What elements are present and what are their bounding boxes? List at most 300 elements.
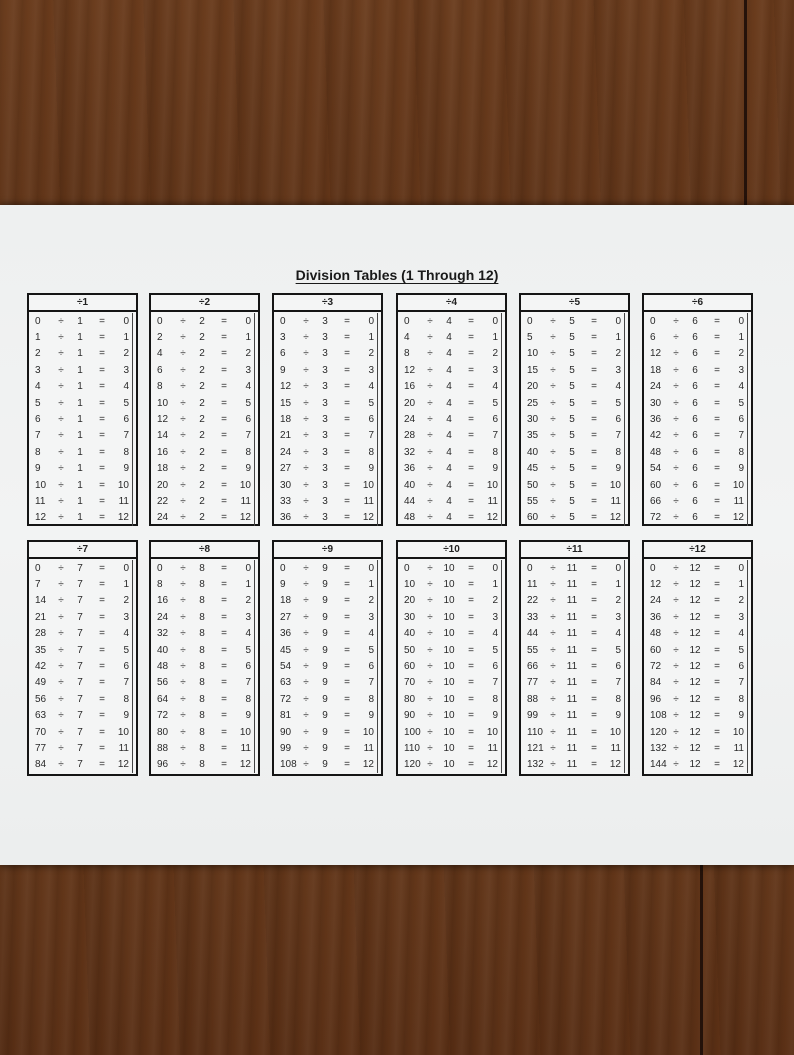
divisor-cell: 7	[77, 644, 83, 656]
table-row	[32, 428, 133, 444]
equals-sign: =	[99, 628, 105, 640]
divisor-cell: 4	[446, 446, 452, 458]
divisor-cell: 6	[692, 512, 698, 524]
quotient-cell: 1	[368, 579, 374, 591]
equals-sign: =	[591, 463, 597, 475]
quotient-cell: 9	[738, 710, 744, 722]
table-row	[401, 757, 502, 773]
divide-sign: ÷	[427, 430, 433, 442]
quotient-cell: 8	[615, 446, 621, 458]
divisor-cell: 2	[199, 463, 205, 475]
divide-sign: ÷	[303, 446, 309, 458]
divisor-cell: 3	[322, 315, 328, 327]
equals-sign: =	[221, 332, 227, 344]
equals-sign: =	[221, 495, 227, 507]
quotient-cell: 3	[123, 611, 129, 623]
table-row	[647, 411, 748, 427]
table-row	[32, 609, 133, 625]
divisor-cell: 4	[446, 430, 452, 442]
table-row	[154, 444, 255, 460]
dividend-cell: 6	[650, 332, 656, 344]
divide-sign: ÷	[180, 512, 186, 524]
dividend-cell: 144	[650, 759, 667, 771]
quotient-cell: 6	[245, 414, 251, 426]
equals-sign: =	[344, 710, 350, 722]
divide-sign: ÷	[673, 726, 679, 738]
divide-sign: ÷	[427, 463, 433, 475]
table-row	[524, 658, 625, 674]
equals-sign: =	[344, 332, 350, 344]
equals-sign: =	[99, 414, 105, 426]
divide-sign: ÷	[673, 414, 679, 426]
table-row	[401, 362, 502, 378]
divide-sign: ÷	[180, 579, 186, 591]
table-row	[524, 757, 625, 773]
quotient-cell: 5	[245, 644, 251, 656]
table-row	[401, 593, 502, 609]
dividend-cell: 16	[157, 446, 169, 458]
dividend-cell: 40	[404, 479, 416, 491]
dividend-cell: 0	[404, 315, 410, 327]
table-row	[647, 626, 748, 642]
quotient-cell: 12	[609, 759, 621, 771]
dividend-cell: 33	[527, 611, 539, 623]
table-row	[154, 477, 255, 493]
divide-sign: ÷	[673, 348, 679, 360]
divide-sign: ÷	[427, 479, 433, 491]
table-row	[524, 593, 625, 609]
table-row	[524, 642, 625, 658]
table-row	[154, 379, 255, 395]
equals-sign: =	[591, 742, 597, 754]
divide-sign: ÷	[673, 562, 679, 574]
dividend-cell: 7	[35, 579, 41, 591]
divisor-cell: 7	[77, 595, 83, 607]
divide-sign: ÷	[180, 726, 186, 738]
equals-sign: =	[714, 726, 720, 738]
equals-sign: =	[344, 677, 350, 689]
table-row	[647, 593, 748, 609]
equals-sign: =	[468, 742, 474, 754]
divisor-cell: 12	[689, 661, 701, 673]
equals-sign: =	[468, 332, 474, 344]
table-row	[32, 379, 133, 395]
dividend-cell: 54	[650, 463, 662, 475]
quotient-cell: 10	[732, 479, 744, 491]
divisor-cell: 1	[77, 364, 83, 376]
divide-sign: ÷	[180, 759, 186, 771]
dividend-cell: 55	[527, 644, 539, 656]
equals-sign: =	[221, 644, 227, 656]
divisor-cell: 4	[446, 381, 452, 393]
divide-sign: ÷	[673, 315, 679, 327]
table-row	[647, 609, 748, 625]
equals-sign: =	[344, 463, 350, 475]
divisor-cell: 2	[199, 315, 205, 327]
divisor-cell: 5	[569, 446, 575, 458]
divisor-cell: 7	[77, 677, 83, 689]
dividend-cell: 96	[157, 759, 169, 771]
table-row	[524, 379, 625, 395]
divisor-cell: 10	[443, 644, 455, 656]
equals-sign: =	[468, 595, 474, 607]
dividend-cell: 28	[35, 628, 47, 640]
divisor-cell: 9	[322, 661, 328, 673]
dividend-cell: 35	[527, 430, 539, 442]
equals-sign: =	[714, 677, 720, 689]
table-row	[32, 493, 133, 509]
table-header: ÷5	[521, 295, 628, 312]
divide-sign: ÷	[427, 348, 433, 360]
table-row	[647, 428, 748, 444]
quotient-cell: 8	[738, 446, 744, 458]
table-row	[647, 346, 748, 362]
quotient-cell: 3	[123, 364, 129, 376]
dividend-cell: 48	[650, 628, 662, 640]
quotient-cell: 12	[732, 512, 744, 524]
table-row	[277, 428, 378, 444]
equals-sign: =	[591, 397, 597, 409]
divide-sign: ÷	[550, 315, 556, 327]
dividend-cell: 120	[650, 726, 667, 738]
table-row	[277, 658, 378, 674]
divide-sign: ÷	[303, 364, 309, 376]
table-row	[524, 362, 625, 378]
equals-sign: =	[591, 677, 597, 689]
quotient-cell: 6	[368, 661, 374, 673]
dividend-cell: 99	[527, 710, 539, 722]
quotient-cell: 5	[738, 644, 744, 656]
equals-sign: =	[468, 693, 474, 705]
divide-sign: ÷	[550, 628, 556, 640]
divisor-cell: 8	[199, 726, 205, 738]
divide-sign: ÷	[303, 595, 309, 607]
divisor-cell: 6	[692, 315, 698, 327]
divisor-cell: 9	[322, 726, 328, 738]
quotient-cell: 9	[368, 710, 374, 722]
equals-sign: =	[221, 479, 227, 491]
divisor-cell: 12	[689, 677, 701, 689]
table-row	[524, 675, 625, 691]
dividend-cell: 15	[280, 397, 292, 409]
divisor-cell: 5	[569, 348, 575, 360]
table-row	[401, 560, 502, 576]
dividend-cell: 25	[527, 397, 539, 409]
quotient-cell: 8	[615, 693, 621, 705]
divide-sign: ÷	[673, 710, 679, 722]
table-row	[524, 313, 625, 329]
equals-sign: =	[221, 628, 227, 640]
division-table	[396, 540, 507, 776]
quotient-cell: 8	[368, 446, 374, 458]
divide-sign: ÷	[180, 381, 186, 393]
table-row	[32, 593, 133, 609]
table-body	[274, 312, 381, 526]
quotient-cell: 5	[615, 644, 621, 656]
quotient-cell: 8	[492, 446, 498, 458]
dividend-cell: 48	[650, 446, 662, 458]
equals-sign: =	[344, 579, 350, 591]
table-row	[277, 477, 378, 493]
table-row	[277, 493, 378, 509]
quotient-cell: 12	[239, 759, 251, 771]
table-row	[401, 576, 502, 592]
quotient-cell: 3	[615, 611, 621, 623]
dividend-cell: 120	[404, 759, 421, 771]
quotient-cell: 5	[738, 397, 744, 409]
table-row	[401, 329, 502, 345]
table-body	[644, 312, 751, 526]
table-row	[524, 576, 625, 592]
divide-sign: ÷	[550, 644, 556, 656]
floor-board-seam	[744, 0, 747, 205]
divisor-cell: 3	[322, 414, 328, 426]
equals-sign: =	[714, 315, 720, 327]
dividend-cell: 21	[280, 430, 292, 442]
dividend-cell: 54	[280, 661, 292, 673]
divisor-cell: 10	[443, 742, 455, 754]
divisor-cell: 8	[199, 710, 205, 722]
table-row	[277, 395, 378, 411]
dividend-cell: 7	[35, 430, 41, 442]
quotient-cell: 9	[245, 710, 251, 722]
dividend-cell: 81	[280, 710, 292, 722]
divisor-cell: 2	[199, 430, 205, 442]
table-row	[647, 658, 748, 674]
dividend-cell: 60	[404, 661, 416, 673]
equals-sign: =	[591, 579, 597, 591]
equals-sign: =	[714, 562, 720, 574]
equals-sign: =	[591, 611, 597, 623]
table-row	[647, 560, 748, 576]
divide-sign: ÷	[58, 710, 64, 722]
divide-sign: ÷	[550, 463, 556, 475]
divisor-cell: 7	[77, 562, 83, 574]
table-row	[524, 346, 625, 362]
dividend-cell: 14	[35, 595, 47, 607]
divide-sign: ÷	[550, 479, 556, 491]
equals-sign: =	[99, 381, 105, 393]
divide-sign: ÷	[180, 463, 186, 475]
divide-sign: ÷	[180, 661, 186, 673]
table-row	[154, 428, 255, 444]
divide-sign: ÷	[550, 348, 556, 360]
divide-sign: ÷	[427, 644, 433, 656]
table-row	[647, 510, 748, 526]
table-header: ÷9	[274, 542, 381, 559]
divisor-cell: 4	[446, 479, 452, 491]
table-row	[32, 411, 133, 427]
divide-sign: ÷	[427, 495, 433, 507]
quotient-cell: 5	[368, 644, 374, 656]
table-body	[521, 312, 628, 526]
dividend-cell: 8	[157, 381, 163, 393]
dividend-cell: 40	[157, 644, 169, 656]
divide-sign: ÷	[427, 628, 433, 640]
divisor-cell: 8	[199, 562, 205, 574]
divisor-cell: 4	[446, 463, 452, 475]
divide-sign: ÷	[673, 479, 679, 491]
table-body	[398, 559, 505, 773]
dividend-cell: 0	[404, 562, 410, 574]
table-row	[154, 313, 255, 329]
divide-sign: ÷	[427, 726, 433, 738]
quotient-cell: 7	[492, 430, 498, 442]
table-row	[154, 346, 255, 362]
equals-sign: =	[591, 381, 597, 393]
divisor-cell: 6	[692, 463, 698, 475]
equals-sign: =	[99, 644, 105, 656]
divide-sign: ÷	[303, 677, 309, 689]
divisor-cell: 12	[689, 579, 701, 591]
divisor-cell: 6	[692, 446, 698, 458]
divisor-cell: 5	[569, 364, 575, 376]
quotient-cell: 10	[239, 479, 251, 491]
divide-sign: ÷	[303, 315, 309, 327]
divide-sign: ÷	[550, 381, 556, 393]
equals-sign: =	[99, 348, 105, 360]
dividend-cell: 45	[527, 463, 539, 475]
dividend-cell: 2	[35, 348, 41, 360]
equals-sign: =	[468, 463, 474, 475]
table-row	[277, 593, 378, 609]
table-row	[524, 395, 625, 411]
table-row	[32, 477, 133, 493]
divisor-cell: 10	[443, 726, 455, 738]
quotient-cell: 2	[738, 348, 744, 360]
equals-sign: =	[99, 726, 105, 738]
table-body	[29, 312, 136, 526]
divisor-cell: 7	[77, 661, 83, 673]
dividend-cell: 10	[35, 479, 47, 491]
quotient-cell: 4	[615, 381, 621, 393]
divide-sign: ÷	[673, 446, 679, 458]
equals-sign: =	[221, 315, 227, 327]
divisor-cell: 1	[77, 315, 83, 327]
divisor-cell: 6	[692, 430, 698, 442]
quotient-cell: 7	[368, 430, 374, 442]
divisor-cell: 2	[199, 512, 205, 524]
quotient-cell: 2	[738, 595, 744, 607]
divide-sign: ÷	[303, 661, 309, 673]
table-body	[151, 312, 258, 526]
divide-sign: ÷	[673, 759, 679, 771]
equals-sign: =	[99, 397, 105, 409]
divisor-cell: 7	[77, 693, 83, 705]
divide-sign: ÷	[550, 512, 556, 524]
divide-sign: ÷	[58, 479, 64, 491]
equals-sign: =	[714, 693, 720, 705]
quotient-cell: 1	[492, 332, 498, 344]
dividend-cell: 35	[35, 644, 47, 656]
equals-sign: =	[221, 677, 227, 689]
equals-sign: =	[468, 726, 474, 738]
equals-sign: =	[468, 644, 474, 656]
table-row	[277, 379, 378, 395]
quotient-cell: 12	[239, 512, 251, 524]
divide-sign: ÷	[303, 463, 309, 475]
equals-sign: =	[714, 348, 720, 360]
quotient-cell: 10	[117, 726, 129, 738]
table-row	[32, 313, 133, 329]
table-row	[277, 691, 378, 707]
equals-sign: =	[591, 693, 597, 705]
table-row	[647, 444, 748, 460]
dividend-cell: 84	[650, 677, 662, 689]
table-row	[32, 362, 133, 378]
divisor-cell: 8	[199, 579, 205, 591]
divisor-cell: 5	[569, 495, 575, 507]
table-header: ÷10	[398, 542, 505, 559]
table-row	[647, 708, 748, 724]
table-row	[277, 626, 378, 642]
divisor-cell: 4	[446, 315, 452, 327]
quotient-cell: 0	[615, 315, 621, 327]
divide-sign: ÷	[427, 742, 433, 754]
equals-sign: =	[344, 726, 350, 738]
equals-sign: =	[344, 315, 350, 327]
quotient-cell: 2	[615, 595, 621, 607]
quotient-cell: 10	[609, 479, 621, 491]
table-row	[401, 346, 502, 362]
quotient-cell: 1	[368, 332, 374, 344]
divisor-cell: 9	[322, 562, 328, 574]
divisor-cell: 3	[322, 495, 328, 507]
equals-sign: =	[468, 677, 474, 689]
quotient-cell: 8	[368, 693, 374, 705]
divisor-cell: 5	[569, 332, 575, 344]
equals-sign: =	[591, 364, 597, 376]
divisor-cell: 1	[77, 430, 83, 442]
quotient-cell: 12	[117, 759, 129, 771]
dividend-cell: 20	[527, 381, 539, 393]
division-table	[519, 293, 630, 526]
table-row	[32, 395, 133, 411]
divisor-cell: 12	[689, 726, 701, 738]
equals-sign: =	[591, 495, 597, 507]
quotient-cell: 1	[738, 332, 744, 344]
divide-sign: ÷	[550, 364, 556, 376]
dividend-cell: 18	[280, 414, 292, 426]
equals-sign: =	[221, 611, 227, 623]
quotient-cell: 5	[123, 644, 129, 656]
table-row	[277, 444, 378, 460]
divisor-cell: 1	[77, 479, 83, 491]
divisor-cell: 9	[322, 628, 328, 640]
quotient-cell: 9	[368, 463, 374, 475]
equals-sign: =	[591, 628, 597, 640]
quotient-cell: 2	[492, 595, 498, 607]
divisor-cell: 4	[446, 364, 452, 376]
divisor-cell: 2	[199, 348, 205, 360]
divide-sign: ÷	[673, 381, 679, 393]
dividend-cell: 30	[650, 397, 662, 409]
dividend-cell: 88	[527, 693, 539, 705]
divide-sign: ÷	[550, 677, 556, 689]
dividend-cell: 88	[157, 742, 169, 754]
quotient-cell: 0	[123, 562, 129, 574]
table-row	[647, 691, 748, 707]
equals-sign: =	[714, 595, 720, 607]
equals-sign: =	[591, 479, 597, 491]
table-row	[401, 444, 502, 460]
dividend-cell: 63	[280, 677, 292, 689]
table-row	[401, 411, 502, 427]
quotient-cell: 3	[492, 611, 498, 623]
equals-sign: =	[468, 348, 474, 360]
equals-sign: =	[468, 579, 474, 591]
divide-sign: ÷	[427, 381, 433, 393]
